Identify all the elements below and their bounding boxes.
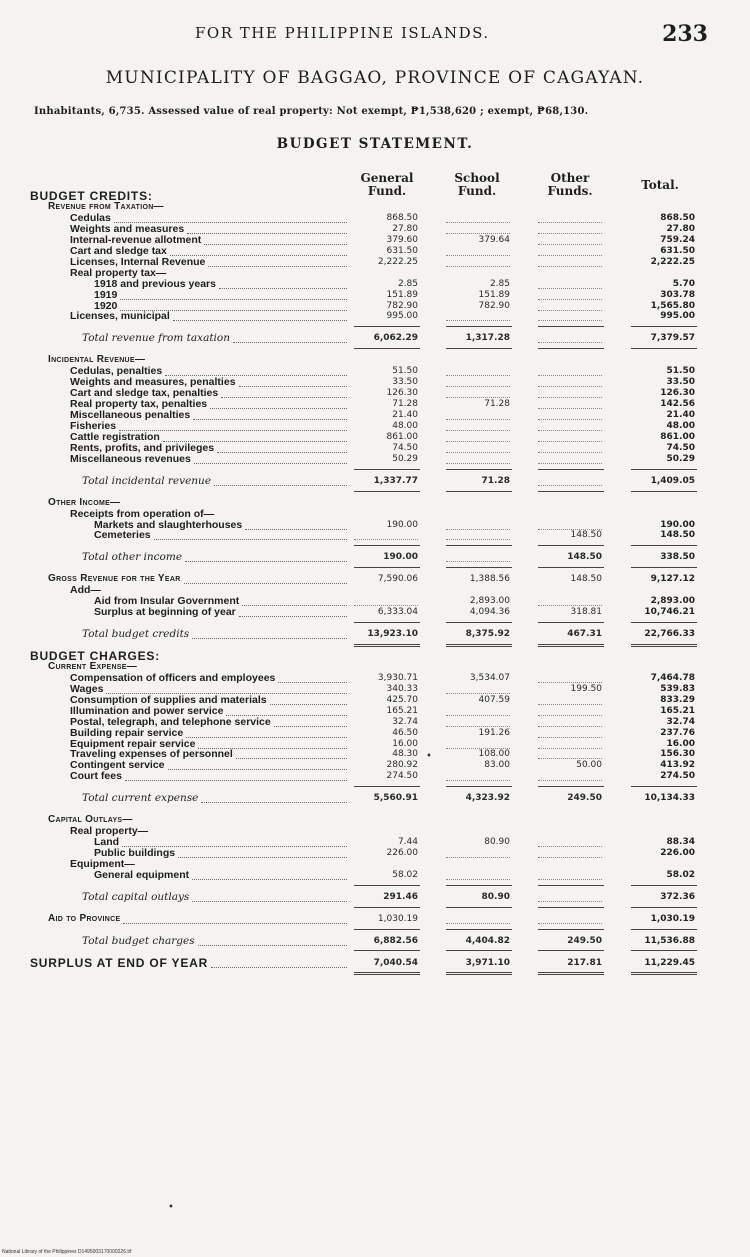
cell-general-fund: 74.50 [392,442,418,453]
cell-general-fund: 6,333.04 [377,607,418,618]
row-label: Total revenue from taxation [82,332,230,345]
empty-cell-school-fund [446,561,510,562]
dot-leader [233,342,347,343]
column-rule-other-funds [538,348,604,349]
column-rule-general-fund [354,545,420,546]
cell-school-fund: 1,317.28 [465,333,510,344]
row-label: Weights and measures [70,222,185,235]
row-label: Real property— [70,825,149,838]
row-label: Capital Outlays— [48,814,133,826]
cell-general-fund: 868.50 [386,212,418,223]
cell-total: 9,127.12 [650,574,695,585]
empty-cell-school-fund [446,463,510,464]
table-row [0,891,750,903]
page-number: 233 [662,21,708,47]
row-label: Cattle registration [70,430,160,443]
cell-general-fund: 280.92 [386,760,418,771]
row-label: SURPLUS AT END OF YEAR [30,955,209,970]
municipality-title: MUNICIPALITY OF BAGGAO, PROVINCE OF CAGAYAN. [105,68,645,88]
row-label: Aid to Province [48,912,121,924]
dot-leader [185,561,347,562]
cell-general-fund: 190.00 [383,552,418,563]
empty-cell-other-funds [538,342,602,343]
cell-school-fund: 191.26 [478,727,510,738]
cell-total: 226.00 [660,848,695,858]
row-label: Add— [70,584,101,597]
cell-total: 74.50 [666,442,695,453]
print-mark: • [426,751,432,762]
row-label: Cart and sledge tax [70,244,167,257]
cell-school-fund: 3,971.10 [465,957,510,968]
row-label: Compensation of officers and employees [70,671,276,684]
cell-general-fund: 1,030.19 [377,913,418,924]
cell-total: 631.50 [660,245,695,256]
cell-general-fund: 2,222.25 [377,256,418,267]
cell-school-fund: 4,094.36 [469,607,510,618]
cell-general-fund: 3,930.71 [377,672,418,683]
column-rule-general-fund [354,567,420,568]
cell-other-funds: 249.50 [567,935,602,946]
cell-total: 142.56 [660,399,695,410]
column-header-line: Other [550,171,590,185]
cell-total: 148.50 [660,530,695,541]
row-label: Wages [70,682,104,695]
row-label: Receipts from operation of— [70,507,215,520]
table-row [0,792,750,804]
column-rule-school-fund [446,972,512,975]
cell-total: 126.30 [660,388,695,399]
column-rule-total [631,929,697,930]
table-row [0,475,750,487]
row-label: Internal-revenue allotment [70,233,202,246]
table-row [0,606,750,618]
cell-other-funds: 249.50 [567,793,602,804]
cell-total: 48.00 [666,420,695,431]
row-label: Current Expense— [48,660,138,672]
row-label: Total budget credits [82,628,190,640]
row-label: Markets and slaughterhouses [94,518,243,531]
row-label: Rents, profits, and privileges [70,441,215,454]
cell-total: 833.29 [660,694,695,705]
cell-school-fund: 8,375.92 [465,629,510,639]
cell-general-fund: 340.33 [386,683,418,694]
column-header-line: Fund. [457,184,497,198]
column-header-line: Fund. [367,184,407,198]
table-row [0,869,750,881]
column-rule-general-fund [354,786,420,787]
cell-general-fund: 16.00 [392,738,418,749]
cell-school-fund: 71.28 [481,475,510,486]
cell-general-fund: 5,560.91 [373,793,418,804]
cell-other-funds: 318.81 [570,607,602,618]
cell-total: 413.92 [660,760,695,771]
cell-total: 21.40 [666,410,695,420]
row-label: Weights and measures, penalties [70,376,236,389]
column-rule-total [631,348,697,349]
inhabitants-line: Inhabitants, 6,735. Assessed value of real property: Not exempt, ₱1,538,620 ; exempt, ₱68,130. [34,106,589,117]
cell-total: 2,222.25 [650,256,695,267]
column-rule-total [631,491,697,492]
row-label: Cemeteries [94,529,151,542]
column-rule-other-funds [538,469,604,470]
empty-cell-school-fund [446,320,510,321]
row-label: Total capital outlays [82,890,190,903]
column-rule-total [631,786,697,787]
cell-general-fund: 50.29 [392,453,418,464]
cell-total: 10,134.33 [644,793,695,804]
cell-total: 995.00 [660,311,695,322]
table-row [0,913,750,925]
row-label: BUDGET CHARGES: [30,648,161,663]
row-label: Revenue from Taxation— [48,200,164,212]
column-rule-school-fund [446,348,512,349]
column-rule-general-fund [354,644,420,647]
row-label: Real property tax, penalties [70,398,208,411]
cell-general-fund: 7,040.54 [373,957,418,968]
dot-leader [211,967,347,968]
column-rule-other-funds [538,885,604,886]
cell-school-fund: 2.85 [489,278,510,289]
empty-cell-other-funds [538,463,602,464]
column-rule-total [631,622,697,623]
cell-other-funds: 467.31 [567,629,602,639]
row-label: Surplus at beginning of year [94,606,236,619]
row-label: Cart and sledge tax, penalties [70,387,219,400]
cell-total: 33.50 [666,377,695,388]
cell-school-fund: 379.64 [478,234,510,245]
column-rule-school-fund [446,567,512,568]
dot-leader [239,616,347,617]
dot-leader [214,485,347,486]
row-label: Fisheries [70,419,117,432]
column-rule-school-fund [446,786,512,787]
column-rule-other-funds [538,622,604,623]
dot-leader [125,780,347,781]
column-rule-general-fund [354,326,420,327]
column-rule-other-funds [538,491,604,492]
column-rule-other-funds [538,545,604,546]
cell-total: 1,409.05 [650,475,695,486]
cell-total: 27.80 [666,223,695,234]
column-rule-school-fund [446,644,512,647]
cell-general-fund: 291.46 [383,891,418,902]
cell-general-fund: 1,337.77 [373,475,418,486]
row-label: Miscellaneous penalties [70,409,191,421]
table-row [0,551,750,563]
column-header-line: General [360,171,414,185]
column-rule-general-fund [354,950,420,951]
cell-total: 11,536.88 [644,935,695,946]
cell-general-fund: 58.02 [392,869,418,880]
cell-total: 868.50 [660,212,695,223]
empty-cell-general-fund [354,539,418,540]
cell-school-fund: 80.90 [481,891,510,902]
cell-general-fund: 21.40 [392,410,418,420]
column-rule-other-funds [538,929,604,930]
cell-school-fund: 782.90 [478,300,510,311]
cell-general-fund: 151.89 [386,289,418,300]
cell-total: 7,464.78 [650,672,695,683]
cell-general-fund: 226.00 [386,848,418,858]
row-label: Real property tax— [70,266,167,279]
cell-general-fund: 165.21 [386,705,418,716]
cell-general-fund: 32.74 [392,716,418,727]
row-label: Postal, telegraph, and telephone service [70,715,271,728]
table-row [0,628,750,640]
cell-total: 7,379.57 [650,333,695,344]
cell-general-fund: 7.44 [397,837,418,848]
table-row [0,453,750,465]
column-rule-other-funds [538,950,604,951]
cell-total: 165.21 [660,705,695,716]
cell-general-fund: 861.00 [386,431,418,442]
table-row [0,935,750,947]
row-label: 1920 [94,299,118,312]
row-label: Licenses, municipal [70,310,170,323]
cell-other-funds: 148.50 [570,530,602,541]
cell-general-fund: 46.50 [392,727,418,738]
cell-total: 88.34 [666,837,695,848]
column-rule-school-fund [446,469,512,470]
cell-general-fund: 126.30 [386,388,418,399]
row-label: Total incidental revenue [82,474,212,487]
cell-total: 190.00 [660,519,695,530]
cell-general-fund: 274.50 [386,771,418,782]
table-row [0,957,750,969]
dot-leader [201,802,347,803]
cell-school-fund: 3,534.07 [469,672,510,683]
row-label: Gross Revenue for the Year [48,573,181,585]
cell-total: 237.76 [660,727,695,738]
dot-leader [198,945,347,946]
cell-general-fund: 33.50 [392,377,418,388]
column-rule-school-fund [446,929,512,930]
cell-other-funds: 217.81 [567,957,602,968]
cell-total: 58.02 [666,869,695,880]
column-rule-school-fund [446,545,512,546]
cell-general-fund: 631.50 [386,245,418,256]
column-rule-school-fund [446,885,512,886]
empty-cell-school-fund [446,879,510,880]
column-rule-other-funds [538,786,604,787]
cell-general-fund: 995.00 [386,311,418,322]
cell-general-fund: 782.90 [386,300,418,311]
dot-leader [192,901,347,902]
cell-total: 10,746.21 [644,607,695,618]
budget-statement-title: BUDGET STATEMENT. [276,136,474,152]
print-mark: • [168,1202,174,1213]
column-rule-total [631,950,697,951]
column-rule-school-fund [446,950,512,951]
cell-general-fund: 379.60 [386,234,418,245]
empty-cell-school-fund [446,780,510,781]
row-label: Consumption of supplies and materials [70,693,267,706]
cell-general-fund: 27.80 [392,223,418,234]
cell-school-fund: 407.59 [478,694,510,705]
cell-total: 51.50 [666,366,695,377]
row-label: Cedulas [70,211,111,224]
empty-cell-other-funds [538,901,602,902]
cell-school-fund: 71.28 [484,399,510,410]
cell-general-fund: 13,923.10 [367,629,418,639]
row-label: Land [94,836,120,849]
column-rule-general-fund [354,972,420,975]
column-header-line: Total. [641,178,679,192]
cell-total: 861.00 [660,431,695,442]
cell-total: 759.24 [660,234,695,245]
dot-leader [154,539,347,540]
row-label: Miscellaneous revenues [70,452,191,465]
column-rule-general-fund [354,885,420,886]
row-label: 1918 and previous years [94,277,216,290]
empty-cell-school-fund [446,923,510,924]
cell-general-fund: 7,590.06 [377,574,418,585]
cell-total: 1,565.80 [650,300,695,311]
cell-general-fund: 6,062.29 [373,333,418,344]
cell-other-funds: 199.50 [570,683,602,694]
cell-total: 539.83 [660,683,695,694]
cell-total: 1,030.19 [650,913,695,924]
cell-general-fund: 71.28 [392,399,418,410]
column-rule-general-fund [354,907,420,908]
column-rule-general-fund [354,348,420,349]
empty-cell-other-funds [538,320,602,321]
cell-total: 156.30 [660,749,695,760]
column-rule-total [631,907,697,908]
column-rule-other-funds [538,644,604,647]
cell-general-fund: 425.70 [386,694,418,705]
cell-total: 2,893.00 [650,596,695,607]
cell-general-fund: 2.85 [397,278,418,289]
cell-total: 11,229.45 [644,957,695,968]
column-rule-total [631,885,697,886]
cell-total: 372.36 [660,891,695,902]
cell-general-fund: 190.00 [386,519,418,530]
column-rule-general-fund [354,469,420,470]
cell-total: 274.50 [660,771,695,782]
column-header-line: Funds. [547,184,593,198]
empty-cell-other-funds [538,780,602,781]
column-rule-total [631,567,697,568]
row-label: Total other income [82,551,183,564]
cell-general-fund: 48.00 [392,420,418,431]
column-rule-other-funds [538,907,604,908]
column-rule-school-fund [446,491,512,492]
cell-other-funds: 50.00 [576,760,602,771]
cell-total: 50.29 [666,453,695,464]
empty-cell-school-fund [446,539,510,540]
column-rule-total [631,545,697,546]
empty-cell-other-funds [538,879,602,880]
row-label: Equipment— [70,857,135,870]
cell-general-fund: 6,882.56 [373,935,418,946]
row-label: Equipment repair service [70,737,196,750]
cell-other-funds: 148.50 [567,552,602,563]
table-row [0,529,750,541]
dot-leader [173,320,347,321]
row-label: Licenses, Internal Revenue [70,255,206,268]
cell-general-fund: 48.30 [392,749,418,760]
column-rule-other-funds [538,972,604,975]
row-label: Court fees [70,770,122,783]
column-header-line: School [454,171,500,185]
dot-leader [123,923,347,924]
dot-leader [192,879,347,880]
cell-school-fund: 80.90 [484,837,510,848]
column-rule-total [631,326,697,327]
row-label: Other Income— [48,496,121,508]
cell-school-fund: 2,893.00 [469,596,510,607]
column-rule-school-fund [446,622,512,623]
column-rule-total [631,469,697,470]
cell-school-fund: 108.00 [478,749,510,760]
empty-cell-other-funds [538,485,602,486]
cell-general-fund: 51.50 [392,366,418,377]
column-rule-school-fund [446,907,512,908]
row-label: Traveling expenses of personnel [70,748,233,761]
row-label: Contingent service [70,759,165,772]
row-label: 1919 [94,288,118,301]
running-title: FOR THE PHILIPPINE ISLANDS. [195,24,490,42]
cell-total: 32.74 [666,716,695,727]
column-rule-general-fund [354,622,420,623]
table-row [0,310,750,322]
row-label: Incidental Revenue— [48,354,146,366]
column-rule-general-fund [354,929,420,930]
column-rule-school-fund [446,326,512,327]
row-label: Illumination and power service [70,704,224,717]
row-label: BUDGET CREDITS: [30,189,153,203]
cell-other-funds: 148.50 [570,574,602,585]
cell-total: 338.50 [660,552,695,563]
row-label: General equipment [94,868,190,881]
empty-cell-other-funds [538,923,602,924]
row-label: Total current expense [82,792,199,805]
cell-school-fund: 151.89 [478,289,510,300]
table-row [0,332,750,344]
row-label: Aid from Insular Government [94,595,240,608]
row-label: Total budget charges [82,934,195,947]
cell-total: 22,766.33 [644,629,695,639]
cell-school-fund: 4,404.82 [465,935,510,946]
dot-leader [192,638,347,639]
column-rule-total [631,644,697,647]
cell-total: 303.78 [660,289,695,300]
column-rule-other-funds [538,567,604,568]
cell-school-fund: 83.00 [484,760,510,771]
dot-leader [194,463,347,464]
cell-total: 16.00 [666,738,695,749]
row-label: Public buildings [94,847,176,859]
column-rule-total [631,972,697,975]
table-row [0,770,750,782]
row-label: Building repair service [70,726,184,739]
row-label: Cedulas, penalties [70,365,163,378]
cell-school-fund: 1,388.56 [469,574,510,585]
cell-total: 5.70 [672,278,695,289]
cell-school-fund: 4,323.92 [465,793,510,804]
scan-footer: National Library of the Philippines D1495003170000226.tif [2,1249,132,1255]
column-rule-other-funds [538,326,604,327]
column-rule-general-fund [354,491,420,492]
